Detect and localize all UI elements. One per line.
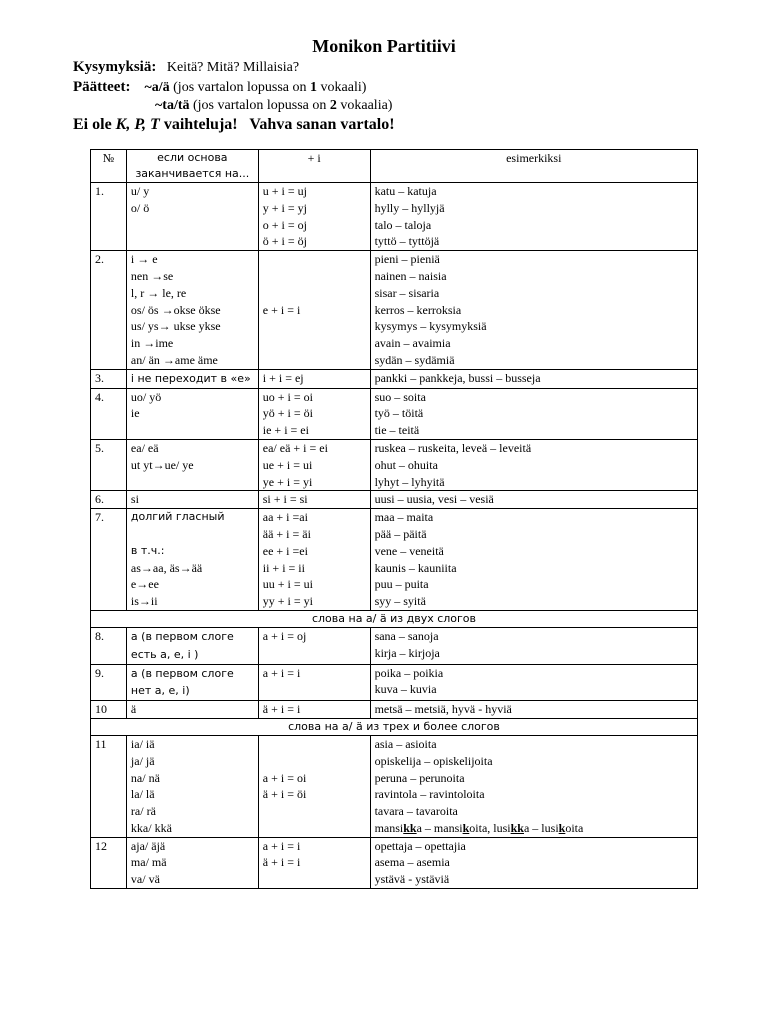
row-rule — [258, 369, 370, 388]
row-number: 6. — [91, 491, 127, 509]
row-examples — [370, 439, 697, 490]
example-line: metsä – metsiä, hyvä - hyviä — [374, 702, 512, 717]
base-line: is→ii — [130, 594, 158, 609]
base-line: ie — [130, 406, 140, 421]
base-line: aja/ äjä — [130, 838, 166, 853]
section-row-two-syllable — [91, 610, 698, 627]
row-base — [126, 439, 258, 490]
row-number: 2. — [91, 251, 127, 370]
table-row — [91, 735, 698, 837]
header-base: если основа заканчивается на... — [126, 150, 258, 183]
table-row — [91, 183, 698, 251]
row-number: 5. — [91, 439, 127, 490]
row-number: 12 — [91, 837, 127, 888]
base-text: a (в первом слоге нет a, e, i) — [130, 666, 234, 698]
rule-line: uo + i = oi — [262, 389, 313, 404]
example-line: ruskea – ruskeita, leveä – leveitä — [374, 440, 532, 455]
example-line: lyhyt – lyhyitä — [374, 474, 445, 489]
base-line: uo/ yö — [130, 389, 162, 404]
table-header-row — [91, 150, 698, 183]
rule-line: ea/ eä + i = ei — [262, 440, 328, 455]
table-row — [91, 491, 698, 509]
base-line: an/ än →ame äme — [130, 352, 218, 367]
example-part: mansi — [374, 820, 404, 835]
underlined-consonant: kk — [403, 820, 417, 835]
base-line: i → e — [130, 252, 158, 267]
rule-line: ue + i = ui — [262, 457, 313, 472]
base-line: kka/ kkä — [130, 820, 172, 835]
base-line: в т.ч.: — [130, 543, 165, 557]
example-line: puu – puita — [374, 577, 429, 592]
example-line: kysymys – kysymyksiä — [374, 319, 487, 334]
example-part: oita — [565, 820, 584, 835]
table-row — [91, 701, 698, 719]
row-base — [126, 701, 258, 719]
example-line: nainen – naisia — [374, 268, 447, 283]
rule-line: ä + i = öi — [262, 787, 307, 802]
rule-line: yy + i = yi — [262, 594, 313, 609]
row-base — [126, 837, 258, 888]
row-base — [126, 183, 258, 251]
base-line: долгий гласный — [130, 510, 225, 524]
row-number: 4. — [91, 388, 127, 439]
example-line: työ – töitä — [374, 406, 424, 421]
row-rule — [258, 491, 370, 509]
endings-line-1: Päätteet: ~a/ä (jos vartalon lopussa on 1 vokaali) — [73, 79, 367, 95]
example-line: sydän – sydämiä — [374, 352, 455, 367]
rule-line: e + i = i — [262, 302, 301, 317]
partitive-table — [90, 149, 698, 889]
base-line: va/ vä — [130, 872, 160, 887]
example-line: kirja – kirjoja — [374, 645, 440, 660]
rule-line: uu + i = ui — [262, 577, 313, 592]
row-rule — [258, 388, 370, 439]
table-row — [91, 388, 698, 439]
table-row — [91, 664, 698, 701]
example-line — [375, 820, 693, 837]
example-line: sisar – sisaria — [374, 285, 440, 300]
example-line: kerros – kerroksia — [374, 302, 462, 317]
example-part: a – lusi — [523, 820, 559, 835]
row-base — [126, 735, 258, 837]
rule-line: ä + i = i — [262, 702, 301, 717]
row-number: 11 — [91, 735, 127, 837]
base-line: u/ y — [130, 184, 150, 198]
example-line: tavara – tavaroita — [374, 804, 458, 819]
section-label: слова на а/ ä из трех и более слогов — [91, 718, 698, 735]
example-line: asia – asioita — [374, 736, 437, 751]
base-line: ä — [130, 702, 137, 717]
example-line: kuva – kuvia — [374, 682, 437, 697]
rule-line: si + i = si — [262, 492, 308, 507]
base-line: ea/ eä — [130, 440, 159, 455]
table-row — [91, 369, 698, 388]
example-line: poika – poikia — [374, 665, 444, 680]
rule-line: u + i = uj — [262, 184, 307, 198]
example-line: pankki – pankkeja, bussi – busseja — [374, 370, 541, 385]
row-base — [126, 251, 258, 370]
questions-line: Kysymyksiä: Keitä? Mitä? Millaisia? — [73, 59, 300, 75]
row-rule — [258, 837, 370, 888]
header-examples: esimerkiksi — [370, 150, 697, 183]
example-line: vene – veneitä — [374, 543, 444, 558]
row-number: 3. — [91, 369, 127, 388]
base-line: ma/ mä — [130, 855, 167, 870]
base-line: nen →se — [130, 268, 174, 283]
base-line: na/ nä — [130, 770, 160, 785]
rule-line: y + i = yj — [262, 200, 307, 215]
base-text: i не переходит в «е» — [130, 371, 251, 385]
row-rule — [258, 251, 370, 370]
example-line: pieni – pieniä — [374, 252, 440, 267]
base-line: os/ ös →okse ökse — [130, 302, 221, 317]
base-line: in →ime — [130, 336, 174, 351]
rule-line: aa + i =ai — [262, 510, 308, 525]
row-rule — [258, 735, 370, 837]
example-line: talo – taloja — [374, 217, 432, 232]
base-line: si — [130, 492, 139, 507]
ending-a: ~a/ä — [144, 80, 170, 95]
example-line: ohut – ohuita — [374, 457, 438, 472]
row-examples — [370, 388, 697, 439]
example-line: tie – teitä — [374, 423, 420, 438]
row-examples — [370, 837, 697, 888]
row-number: 10 — [91, 701, 127, 719]
row-rule — [258, 509, 370, 611]
table-row — [91, 627, 698, 664]
base-line — [131, 526, 254, 543]
rule-line: ee + i =ei — [262, 543, 308, 558]
example-part: a – mansi — [416, 820, 463, 835]
example-line: asema – asemia — [374, 855, 450, 870]
base-line: us/ ys→ ukse ykse — [130, 319, 221, 334]
base-line: ra/ rä — [130, 804, 156, 819]
row-number: 1. — [91, 183, 127, 251]
rule-line: a + i = oj — [262, 628, 307, 643]
row-examples — [370, 701, 697, 719]
rule-line: ä + i = i — [262, 855, 301, 870]
example-line: sana – sanoja — [374, 628, 439, 643]
row-examples — [370, 183, 697, 251]
underlined-consonant: k — [462, 820, 470, 835]
rule-line: i + i = ej — [262, 370, 304, 385]
example-line: maa – maita — [374, 510, 434, 525]
row-examples — [370, 251, 697, 370]
row-examples — [370, 627, 697, 664]
row-rule — [258, 664, 370, 701]
questions-label: Kysymyksiä — [73, 59, 152, 75]
page-title: Monikon Partitiivi — [312, 36, 456, 56]
rule-line: ye + i = yi — [262, 474, 313, 489]
table-row — [91, 837, 698, 888]
endings-label: Päätteet — [73, 79, 126, 95]
example-line: ystävä - ystäviä — [374, 872, 450, 887]
row-base — [126, 369, 258, 388]
row-examples — [370, 491, 697, 509]
rule-line: o + i = oj — [262, 217, 307, 232]
row-base — [126, 491, 258, 509]
example-line: uusi – uusia, vesi – vesiä — [374, 492, 494, 507]
base-line: o/ ö — [130, 200, 150, 215]
example-line: ravintola – ravintoloita — [374, 787, 485, 802]
example-line: kaunis – kauniita — [374, 560, 457, 575]
example-line: avain – avaimia — [374, 336, 451, 351]
base-line: ia/ iä — [130, 736, 155, 751]
example-line: hylly – hyllyjä — [374, 200, 445, 215]
header-plus: + i — [258, 150, 370, 183]
example-line: syy – syitä — [374, 594, 426, 609]
base-line: as→aa, äs→ää — [130, 560, 203, 575]
table-row — [91, 439, 698, 490]
rule-line: ii + i = ii — [262, 560, 305, 575]
example-line: pää – päitä — [374, 526, 427, 541]
section-label: слова на а/ ä из двух слогов — [91, 610, 698, 627]
example-line: peruna – perunoita — [374, 770, 465, 785]
row-rule — [258, 439, 370, 490]
row-examples — [370, 664, 697, 701]
example-line: katu – katuja — [374, 184, 437, 198]
rule-line: Ei ole K, P, T vaihteluja! Vahva sanan vartalo! — [73, 116, 395, 133]
ending-ta: ~ta/tä — [155, 98, 190, 113]
rule-line: yö + i = öi — [262, 406, 313, 421]
row-base — [126, 664, 258, 701]
base-text: a (в первом слоге есть a, e, i ) — [130, 629, 234, 661]
row-base — [126, 509, 258, 611]
base-line: la/ lä — [130, 787, 155, 802]
base-line: ja/ jä — [130, 753, 155, 768]
rule-line: ie + i = ei — [262, 423, 309, 438]
kpt-letters: K, P, T — [115, 116, 160, 133]
row-examples — [370, 509, 697, 611]
underlined-consonant: k — [558, 820, 566, 835]
base-line: l, r → le, re — [130, 285, 187, 300]
row-base — [126, 388, 258, 439]
row-number: 7. — [91, 509, 127, 611]
row-number: 9. — [91, 664, 127, 701]
row-base — [126, 627, 258, 664]
rule-line: a + i = i — [262, 838, 301, 853]
row-number: 8. — [91, 627, 127, 664]
rule-line: ö + i = öj — [262, 234, 307, 249]
table-row — [91, 509, 698, 611]
example-part: oita, lusi — [469, 820, 511, 835]
endings-line-2: ~ta/tä (jos vartalon lopussa on 2 vokaalia) — [155, 98, 393, 113]
row-rule — [258, 627, 370, 664]
row-examples — [370, 735, 697, 837]
rule-line: ää + i = äi — [262, 526, 311, 541]
questions-text: Keitä? Mitä? Millaisia? — [166, 60, 300, 75]
row-rule — [258, 701, 370, 719]
rule-line: a + i = i — [262, 665, 301, 680]
underlined-consonant: kk — [510, 820, 524, 835]
rule-line: a + i = oi — [262, 770, 307, 785]
example-line: tyttö – tyttöjä — [374, 234, 440, 249]
section-row-three-syllable — [91, 718, 698, 735]
example-line: opiskelija – opiskelijoita — [374, 753, 493, 768]
example-line: suo – soita — [374, 389, 426, 404]
header-num: № — [91, 150, 127, 183]
example-line: opettaja – opettajia — [374, 838, 466, 853]
row-examples — [370, 369, 697, 388]
base-line: ut yt→ue/ ye — [130, 457, 194, 472]
row-rule — [258, 183, 370, 251]
base-line: e→ee — [130, 577, 159, 592]
table-row — [91, 251, 698, 370]
